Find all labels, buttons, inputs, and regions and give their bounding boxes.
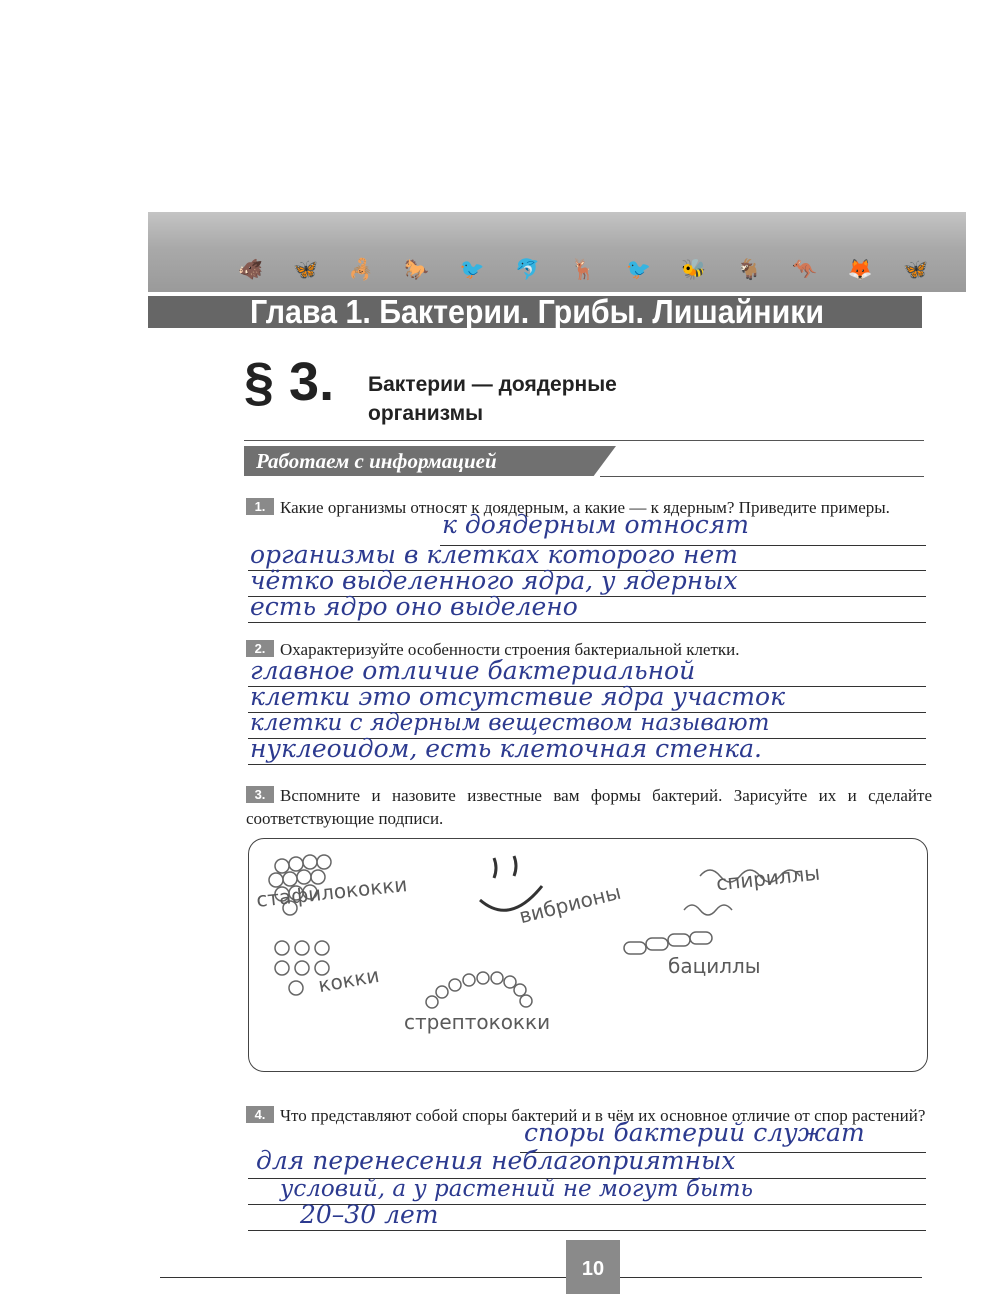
question-text: Что представляют собой споры бактерий и в чём их основное отличие от спор растений? xyxy=(280,1106,926,1125)
footer-rule xyxy=(160,1277,922,1278)
question-text: Какие организмы относят к доядерным, а какие — к ядерным? Приведите примеры. xyxy=(280,498,890,517)
horse-icon: 🐎 xyxy=(404,257,430,281)
fox-icon: 🦊 xyxy=(847,257,873,281)
handwritten-answer: споры бактерий служат xyxy=(524,1118,865,1147)
bacilli-sketch xyxy=(624,932,712,954)
handwritten-answer: чётко выделенного ядра, у ядерных xyxy=(250,566,738,595)
handwritten-answer: главное отличие бактериальной xyxy=(250,656,696,685)
question-number: 4. xyxy=(246,1106,274,1123)
sketch-label: спириллы xyxy=(715,860,822,896)
kangaroo-icon: 🦘 xyxy=(792,257,818,281)
handwritten-answer: условий, а у растений не могут быть xyxy=(280,1176,754,1202)
chapter-title: Глава 1. Бактерии. Грибы. Лишайники xyxy=(250,293,825,330)
info-banner-text: Работаем с информацией xyxy=(256,449,497,473)
goat-icon: 🐐 xyxy=(736,257,762,281)
handwritten-answer: организмы в клетках которого нет xyxy=(250,540,738,569)
question-number: 2. xyxy=(246,640,274,657)
sketch-label: кокки xyxy=(316,962,382,998)
sketch-label: бациллы xyxy=(668,954,761,978)
scorpion-icon: 🦂 xyxy=(348,257,374,281)
bird-icon: 🐦 xyxy=(459,257,485,281)
sketch-label: вибрионы xyxy=(516,879,624,929)
handwritten-answer: клетки это отсутствие ядра участок xyxy=(250,682,785,711)
deer-icon: 🦌 xyxy=(570,257,596,281)
question-number: 3. xyxy=(246,786,274,803)
handwritten-answer: есть ядро оно выделено xyxy=(250,592,578,621)
question-text: Вспомните и назовите известные вам формы бактерий. Зарисуйте их и сделайте соответствующие подписи. xyxy=(246,786,932,828)
heron-icon: 🐦 xyxy=(625,257,651,281)
handwritten-answer: 20–30 лет xyxy=(300,1200,439,1229)
handwritten-answer: для перенесения неблагоприятных xyxy=(256,1146,736,1175)
handwritten-answer: к доядерным относят xyxy=(442,510,750,539)
section-title: Бактерии — доядерные организмы xyxy=(368,373,617,425)
dolphin-icon: 🐬 xyxy=(515,257,541,281)
streptococci-sketch xyxy=(426,972,532,1008)
question-number: 1. xyxy=(246,498,274,515)
answer-line[interactable] xyxy=(248,1230,926,1231)
boar-icon: 🐗 xyxy=(238,257,263,281)
bee-icon: 🐝 xyxy=(681,257,707,281)
butterfly-icon: 🦋 xyxy=(293,257,319,281)
question-text: Охарактеризуйте особенности строения бактериальной клетки. xyxy=(280,640,740,659)
sketch-label: стафилококки xyxy=(255,872,409,912)
handwritten-answer: клетки с ядерным веществом называют xyxy=(250,710,770,736)
handwritten-answer: нуклеоидом, есть клеточная стенка. xyxy=(250,734,762,763)
sketch-label: стрептококки xyxy=(404,1010,551,1034)
page-number: 10 xyxy=(566,1240,620,1294)
butterfly-icon: 🦋 xyxy=(903,257,928,281)
section-number: § 3. xyxy=(244,352,335,412)
